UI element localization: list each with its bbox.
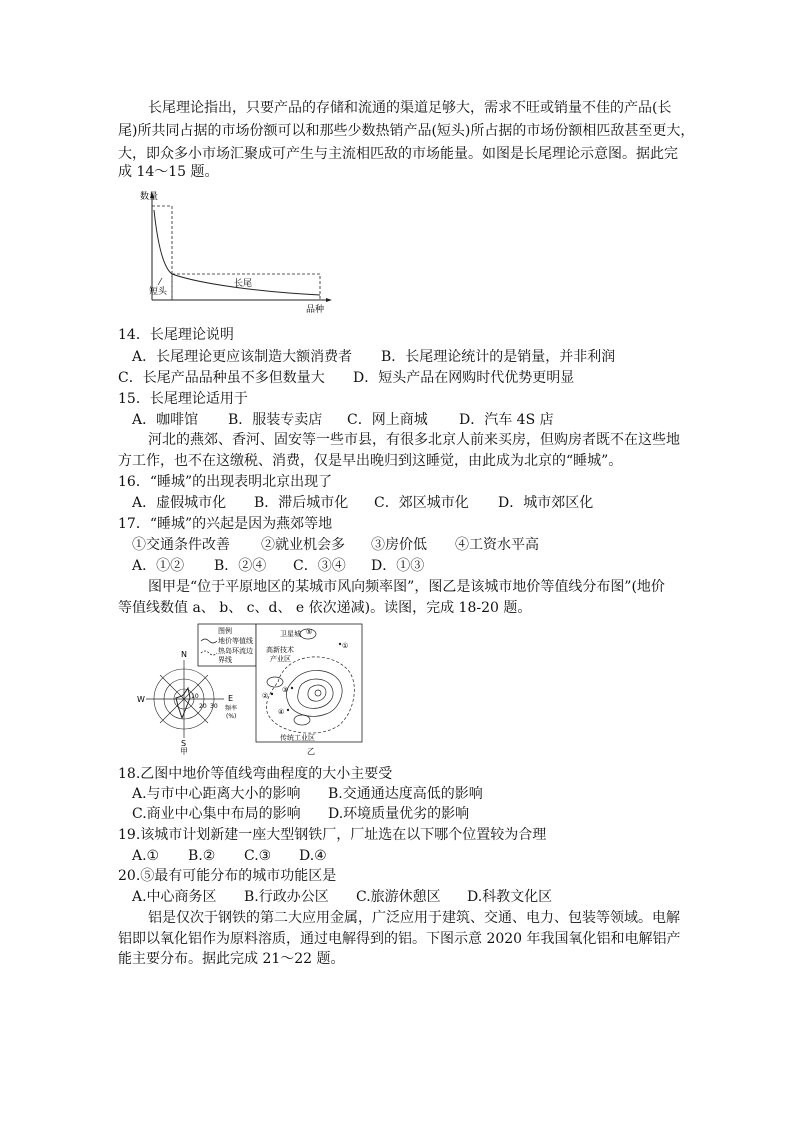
hitech-label-line2: 产业区 [270,655,291,663]
q16-stem: 16．“睡城”的出现表明北京出现了 [118,474,333,490]
x-axis-label: 品种 [306,305,325,314]
q18-option-a: A.与市中心距离大小的影响 [132,786,301,802]
x-axis-arrow [326,298,332,302]
passage1-line2: 尾)所共同占据的市场份额可以和那些少数热销产品(短头)所占据的市场份额相匹敌甚至更大， [118,123,695,139]
q14-option-b: B．长尾理论统计的是销量，并非利润 [381,349,616,365]
passage1-line3: 大，即众多小市场汇聚成可产生与主流相匹敌的市场能量。如图是长尾理论示意图。据此完 [118,146,678,162]
passage3-line2: 等值线数值 a、 b、 c、d、 e 依次递减)。读图，完成 18-20 题。 [118,600,532,616]
point-3 [291,687,293,689]
q19-option-c: C.③ [244,848,272,864]
industrial-zone-label: 传统工业区 [280,734,315,742]
ring-label-10: 10 [191,693,199,700]
q15-option-b: B．服装专卖店 [228,412,323,428]
q15-stem: 15．长尾理论适用于 [118,391,248,407]
q17-option-d: D．①③ [371,558,425,574]
q17-option-b: B．②④ [214,558,267,574]
q14-option-d: D．短头产品在网购时代优势更明显 [353,370,575,386]
head-pointer [158,278,162,285]
long-tail-diagram [140,188,340,314]
q15-option-c: C．网上商城 [347,412,428,428]
figure-yi-label: 乙 [307,747,315,756]
q20-option-b: B.行政办公区 [244,889,329,905]
frequency-unit-label: (%) [226,713,237,720]
q20-stem: 20.⑤最有可能分布的城市功能区是 [118,868,337,884]
satellite-town-label: 卫星城 [280,630,301,638]
city-maps-figure [132,622,372,756]
q16-option-b: B．滞后城市化 [254,495,349,511]
q17-option-a: A．①② [132,558,185,574]
passage2-line1: 河北的燕郊、香河、固安等一些市县，有很多北京人前来买房，但购房者既不在这些地 [148,432,680,448]
passage4-line1: 铝是仅次于钢铁的第二大应用金属，广泛应用于建筑、交通、电力、包装等领域。电解 [148,910,680,926]
q14-option-a: A．长尾理论更应该制造大额消费者 [132,349,353,365]
wind-frequency-shape [176,688,190,718]
point-1 [339,643,341,645]
q17-option-c: C．③④ [293,558,346,574]
q17-item-4: ④工资水平高 [455,537,539,553]
point-2 [271,693,273,695]
marker-3: ③ [282,686,289,694]
figure-jia-label: 甲 [180,747,188,756]
q20-option-d: D.科教文化区 [467,889,553,905]
point-4 [287,709,289,711]
passage4-line3: 能主要分布。据此完成 21～22 题。 [118,951,345,967]
q16-option-a: A．虚假城市化 [132,495,227,511]
passage1-line1: 长尾理论指出，只要产品的存储和流通的渠道足够大，需求不旺或销量不佳的产品(长 [148,100,672,116]
q15-option-d: D．汽车 4S 店 [459,412,554,428]
south-label: S [181,739,187,748]
q19-option-b: B.② [188,848,216,864]
q17-item-3: ③房价低 [371,537,427,553]
q14-stem: 14．长尾理论说明 [118,327,234,343]
q19-option-a: A.① [132,848,160,864]
head-label: 短头 [149,287,168,297]
frequency-label: 频率 [225,705,238,712]
passage2-line2: 方工作，也不在这缴税、消费，仅是早出晚归到这睡觉，由此成为北京的“睡城”。 [118,453,623,469]
hitech-label-line1: 高新技术 [266,646,294,654]
q18-option-c: C.商业中心集中布局的影响 [132,806,301,822]
q14-option-c: C．长尾产品品种虽不多但数量大 [118,370,325,386]
east-label: E [228,694,234,703]
marker-1: ① [342,642,349,650]
q17-stem: 17．“睡城”的兴起是因为燕郊等地 [118,516,333,532]
q17-item-2: ②就业机会多 [261,537,345,553]
tail-label: 长尾 [234,279,253,289]
q18-option-b: B.交通通达度高低的影响 [328,786,483,802]
ring-label-30: 30 [210,703,218,710]
ring-label-20: 20 [199,703,207,710]
q20-option-a: A.中心商务区 [132,889,217,905]
marker-4: ④ [278,708,285,716]
legend-title: 图例 [218,627,232,635]
passage1-line4: 成 14～15 题。 [118,164,219,180]
q19-option-d: D.④ [299,848,327,864]
q20-option-c: C.旅游休憩区 [356,889,441,905]
q18-option-d: D.环境质量优劣的影响 [328,806,470,822]
y-axis-label: 数量 [140,192,159,202]
q19-stem: 19.该城市计划新建一座大型钢铁厂，厂址选在以下哪个位置较为合理 [118,827,547,843]
west-label: W [137,695,145,704]
marker-2: ② [262,692,269,700]
north-label: N [181,650,187,659]
q15-option-a: A．咖啡馆 [132,412,199,428]
legend-item-land-value: 地价等值线 [218,637,253,645]
q18-stem: 18.乙图中地价等值线弯曲程度的大小主要受 [118,766,393,782]
q16-option-d: D．城市郊区化 [498,495,594,511]
legend-item-heat-island-1: 热岛环流边 [218,647,253,655]
marker-5: ⑤ [306,628,313,636]
q16-option-c: C．郊区城市化 [374,495,469,511]
q17-item-1: ①交通条件改善 [132,537,230,553]
passage4-line2: 铝即以氧化铝作为原料溶质，通过电解得到的铝。下图示意 2020 年我国氧化铝和电解铝产 [118,931,681,947]
passage3-line1: 图甲是“位于平原地区的某城市风向频率图”，图乙是该城市地价等值线分布图”(地价 [148,579,665,595]
legend-item-heat-island-2: 界线 [218,656,232,664]
